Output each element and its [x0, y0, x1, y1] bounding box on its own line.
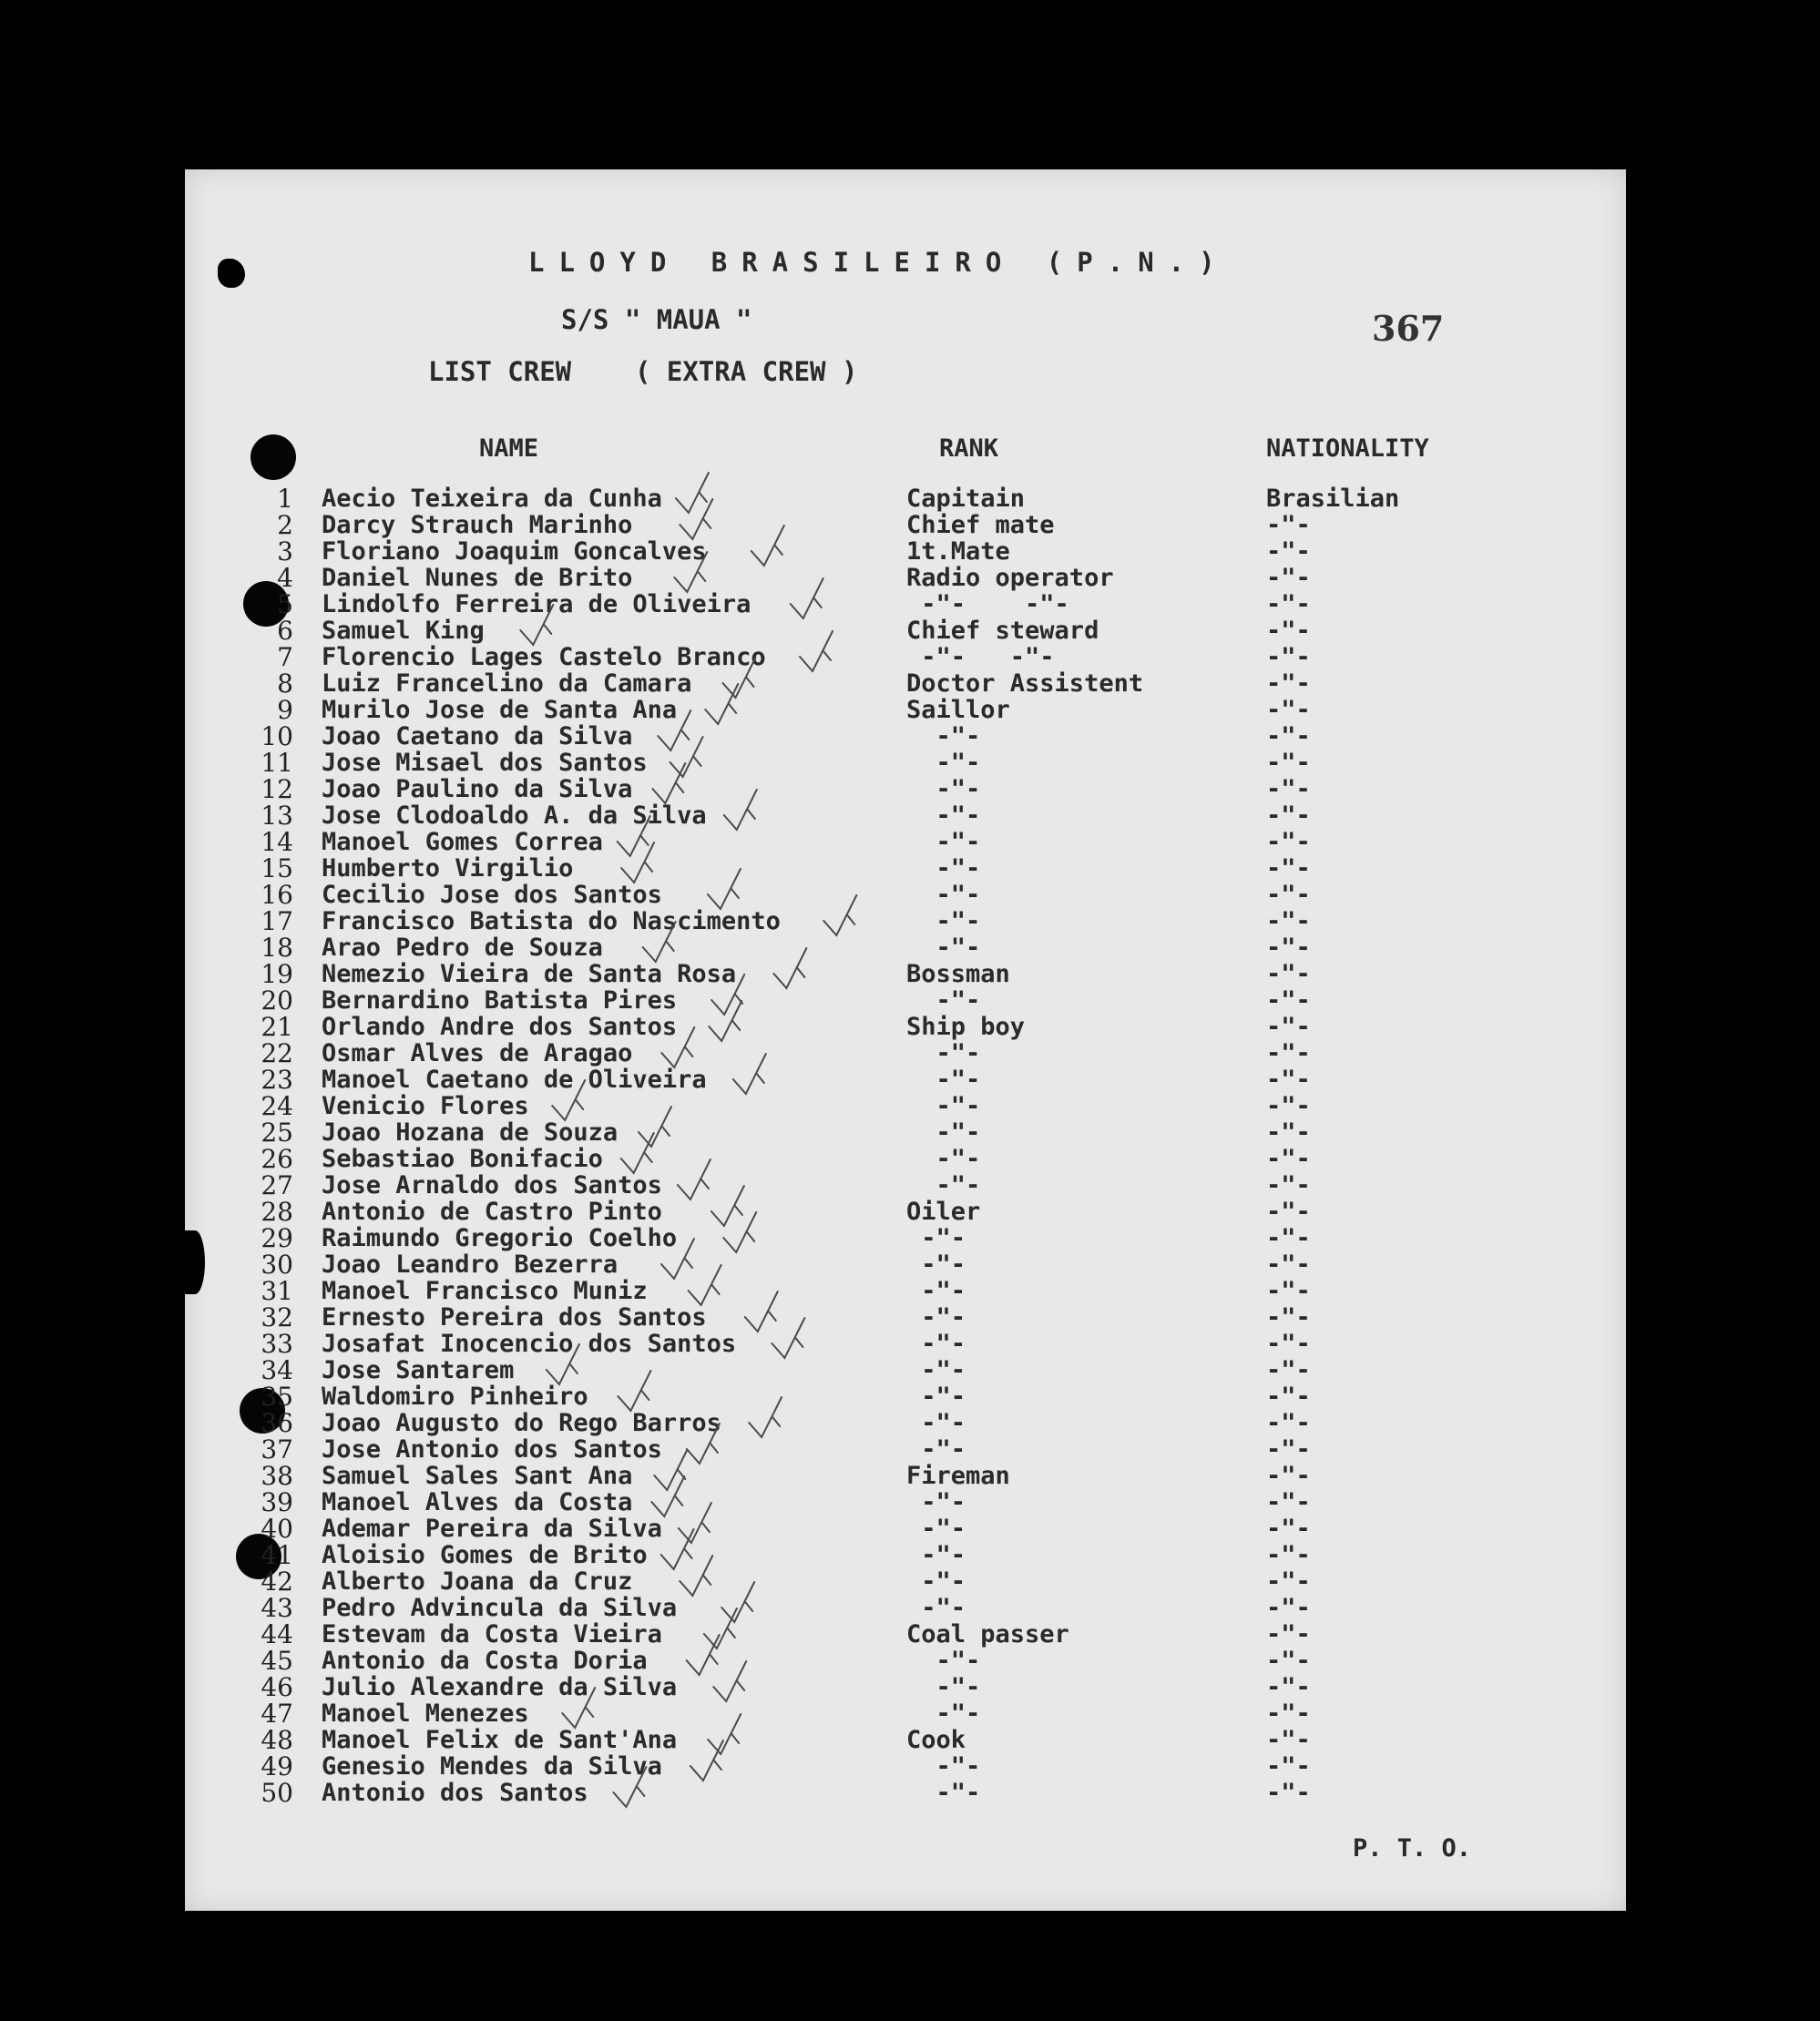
crew-rank: -"-	[906, 749, 981, 777]
crew-nationality: -"-	[1266, 881, 1311, 909]
crew-name: Floriano Joaquim Goncalves	[322, 537, 707, 566]
crew-rank: 1t.Mate	[906, 537, 1010, 566]
crew-name: Ernesto Pereira dos Santos	[322, 1303, 707, 1332]
crew-rank: Bossman	[906, 960, 1010, 988]
crew-name: Genesio Mendes da Silva	[322, 1752, 662, 1781]
crew-rank: -"- -"-	[906, 590, 1069, 618]
crew-number: 18	[261, 933, 293, 963]
ship-name: S/S " MAUA "	[561, 304, 752, 335]
crew-name: Osmar Alves de Aragao	[322, 1039, 633, 1067]
crew-row	[185, 829, 1626, 855]
page-number: 367	[1372, 308, 1445, 349]
crew-name: Josafat Inocencio dos Santos	[322, 1330, 737, 1358]
page-turn-note: P. T. O.	[1353, 1834, 1472, 1863]
crew-rank: Radio operator	[906, 564, 1114, 592]
crew-number: 30	[261, 1250, 293, 1280]
crew-number: 48	[261, 1725, 293, 1755]
crew-number: 37	[261, 1434, 293, 1465]
crew-nationality: -"-	[1266, 801, 1311, 830]
crew-number: 49	[261, 1751, 293, 1781]
crew-name: Nemezio Vieira de Santa Rosa	[322, 960, 737, 988]
crew-number: 36	[261, 1408, 293, 1438]
crew-rank: -"- -"-	[906, 643, 1055, 671]
crew-row	[185, 1595, 1626, 1621]
crew-name: Jose Clodoaldo A. da Silva	[322, 801, 707, 830]
crew-nationality: -"-	[1266, 749, 1311, 777]
crew-name: Julio Alexandre da Silva	[322, 1673, 678, 1701]
crew-nationality: -"-	[1266, 1726, 1311, 1754]
crew-name: Murilo Jose de Santa Ana	[322, 696, 678, 724]
crew-nationality: -"-	[1266, 1435, 1311, 1464]
crew-nationality: -"-	[1266, 1330, 1311, 1358]
crew-name: Manoel Gomes Correa	[322, 828, 603, 856]
crew-number: 35	[261, 1382, 293, 1412]
paper-tear	[218, 259, 245, 288]
crew-rank: -"-	[906, 986, 981, 1015]
crew-nationality: -"-	[1266, 537, 1311, 566]
crew-rank: -"-	[906, 722, 981, 750]
crew-rank: -"-	[906, 1118, 981, 1147]
crew-name: Jose Santarem	[322, 1356, 515, 1384]
crew-row	[185, 1780, 1626, 1806]
crew-nationality: -"-	[1266, 617, 1311, 645]
crew-rank: -"-	[906, 1250, 966, 1279]
crew-number: 33	[261, 1329, 293, 1359]
crew-nationality: -"-	[1266, 1488, 1311, 1516]
crew-number: 16	[261, 880, 293, 910]
crew-number: 13	[261, 801, 293, 831]
crew-rank: -"-	[906, 1409, 966, 1437]
crew-row	[185, 1463, 1626, 1489]
crew-rank: -"-	[906, 1356, 966, 1384]
crew-name: Manoel Menezes	[322, 1699, 529, 1728]
crew-nationality: -"-	[1266, 1699, 1311, 1728]
crew-nationality: -"-	[1266, 643, 1311, 671]
crew-number: 10	[261, 721, 293, 751]
crew-rank: -"-	[906, 1145, 981, 1173]
crew-nationality: -"-	[1266, 1145, 1311, 1173]
crew-nationality: -"-	[1266, 1356, 1311, 1384]
crew-nationality: -"-	[1266, 960, 1311, 988]
crew-name: Manoel Felix de Sant'Ana	[322, 1726, 678, 1754]
crew-name: Alberto Joana da Cruz	[322, 1567, 633, 1596]
crew-name: Bernardino Batista Pires	[322, 986, 678, 1015]
crew-number: 14	[261, 827, 293, 857]
crew-rank: -"-	[906, 854, 981, 883]
crew-name: Aecio Teixeira da Cunha	[322, 485, 662, 513]
crew-list	[185, 485, 1626, 1806]
crew-row	[185, 1489, 1626, 1516]
crew-rank: -"-	[906, 1567, 966, 1596]
crew-rank: Capitain	[906, 485, 1026, 513]
crew-nationality: -"-	[1266, 1383, 1311, 1411]
crew-rank: -"-	[906, 1594, 966, 1622]
crew-rank: -"-	[906, 1699, 981, 1728]
crew-row	[185, 1067, 1626, 1093]
crew-rank: -"-	[906, 1277, 966, 1305]
crew-row	[185, 908, 1626, 934]
crew-number: 20	[261, 985, 293, 1016]
crew-row	[185, 961, 1626, 987]
crew-number: 21	[261, 1012, 293, 1042]
crew-rank: -"-	[906, 1647, 981, 1675]
crew-row	[185, 882, 1626, 908]
crew-number: 41	[261, 1540, 293, 1570]
crew-nationality: -"-	[1266, 986, 1311, 1015]
crew-name: Jose Misael dos Santos	[322, 749, 648, 777]
crew-row	[185, 1383, 1626, 1410]
crew-row	[185, 591, 1626, 618]
crew-number: 45	[261, 1646, 293, 1676]
crew-rank: -"-	[906, 1515, 966, 1543]
crew-rank: -"-	[906, 1330, 966, 1358]
crew-nationality: -"-	[1266, 1779, 1311, 1807]
crew-name: Joao Leandro Bezerra	[322, 1250, 619, 1279]
crew-row	[185, 1119, 1626, 1146]
crew-name: Raimundo Gregorio Coelho	[322, 1224, 678, 1252]
crew-nationality: -"-	[1266, 1198, 1311, 1226]
crew-row	[185, 1410, 1626, 1436]
crew-name: Cecilio Jose dos Santos	[322, 881, 662, 909]
crew-name: Samuel Sales Sant Ana	[322, 1462, 633, 1490]
crew-nationality: -"-	[1266, 1647, 1311, 1675]
crew-rank: Doctor Assistent	[906, 669, 1144, 698]
crew-nationality: -"-	[1266, 669, 1311, 698]
crew-row	[185, 1014, 1626, 1040]
crew-row	[185, 485, 1626, 512]
crew-row	[185, 1516, 1626, 1542]
crew-number: 34	[261, 1355, 293, 1385]
crew-name: Manoel Francisco Muniz	[322, 1277, 648, 1305]
crew-rank: Chief steward	[906, 617, 1099, 645]
crew-rank: -"-	[906, 1224, 966, 1252]
crew-number: 11	[261, 748, 293, 778]
crew-nationality: -"-	[1266, 1277, 1311, 1305]
crew-number: 46	[261, 1672, 293, 1702]
crew-nationality: -"-	[1266, 1752, 1311, 1781]
crew-rank: -"-	[906, 801, 981, 830]
crew-name: Joao Paulino da Silva	[322, 775, 633, 803]
crew-rank: -"-	[906, 775, 981, 803]
crew-row	[185, 1568, 1626, 1595]
crew-rank: -"-	[906, 1066, 981, 1094]
crew-name: Florencio Lages Castelo Branco	[322, 643, 766, 671]
crew-number: 2	[277, 510, 293, 540]
crew-rank: -"-	[906, 934, 981, 962]
crew-number: 9	[277, 695, 293, 725]
crew-name: Darcy Strauch Marinho	[322, 511, 633, 539]
crew-name: Venicio Flores	[322, 1092, 529, 1120]
crew-row	[185, 1278, 1626, 1304]
crew-row	[185, 1648, 1626, 1674]
crew-rank: Chief mate	[906, 511, 1055, 539]
crew-name: Joao Augusto do Rego Barros	[322, 1409, 721, 1437]
crew-row	[185, 1674, 1626, 1700]
crew-number: 31	[261, 1276, 293, 1306]
crew-nationality: -"-	[1266, 511, 1311, 539]
crew-rank: -"-	[906, 1779, 981, 1807]
crew-name: Aloisio Gomes de Brito	[322, 1541, 648, 1569]
crew-nationality: -"-	[1266, 854, 1311, 883]
crew-rank: -"-	[906, 1752, 981, 1781]
crew-rank: -"-	[906, 1541, 966, 1569]
crew-name: Antonio da Costa Doria	[322, 1647, 648, 1675]
crew-rank: -"-	[906, 1171, 981, 1199]
crew-nationality: -"-	[1266, 590, 1311, 618]
crew-name: Daniel Nunes de Brito	[322, 564, 633, 592]
crew-number: 19	[261, 959, 293, 989]
crew-name: Humberto Virgilio	[322, 854, 574, 883]
crew-nationality: -"-	[1266, 1250, 1311, 1279]
crew-rank: -"-	[906, 1039, 981, 1067]
document-page	[185, 169, 1626, 1911]
crew-number: 50	[261, 1778, 293, 1808]
crew-nationality: -"-	[1266, 1620, 1311, 1648]
crew-number: 43	[261, 1593, 293, 1623]
crew-number: 40	[261, 1514, 293, 1544]
crew-name: Arao Pedro de Souza	[322, 934, 603, 962]
crew-name: Manoel Caetano de Oliveira	[322, 1066, 707, 1094]
company-name: LLOYD BRASILEIRO (P.N.)	[528, 247, 1230, 278]
crew-nationality: -"-	[1266, 1118, 1311, 1147]
crew-row	[185, 1700, 1626, 1727]
crew-nationality: -"-	[1266, 1541, 1311, 1569]
crew-number: 24	[261, 1091, 293, 1121]
crew-rank: -"-	[906, 907, 981, 935]
crew-number: 38	[261, 1461, 293, 1491]
crew-row	[185, 1172, 1626, 1199]
crew-name: Joao Hozana de Souza	[322, 1118, 619, 1147]
column-header-rank: RANK	[939, 434, 999, 463]
crew-number: 44	[261, 1619, 293, 1649]
crew-number: 12	[261, 774, 293, 804]
crew-row	[185, 670, 1626, 697]
crew-number: 17	[261, 906, 293, 936]
crew-name: Jose Arnaldo dos Santos	[322, 1171, 662, 1199]
crew-nationality: -"-	[1266, 1303, 1311, 1332]
crew-rank: -"-	[906, 881, 981, 909]
crew-row	[185, 1436, 1626, 1463]
crew-name: Antonio dos Santos	[322, 1779, 588, 1807]
crew-nationality: -"-	[1266, 1039, 1311, 1067]
crew-number: 39	[261, 1487, 293, 1517]
crew-number: 29	[261, 1223, 293, 1253]
crew-name: Waldomiro Pinheiro	[322, 1383, 588, 1411]
crew-row	[185, 1199, 1626, 1225]
crew-nationality: -"-	[1266, 907, 1311, 935]
crew-rank: Saillor	[906, 696, 1010, 724]
crew-nationality: -"-	[1266, 1013, 1311, 1041]
crew-row	[185, 934, 1626, 961]
crew-row	[185, 644, 1626, 670]
punch-hole	[251, 434, 296, 480]
crew-row	[185, 565, 1626, 591]
crew-nationality: -"-	[1266, 1066, 1311, 1094]
crew-name: Sebastiao Bonifacio	[322, 1145, 603, 1173]
crew-number: 26	[261, 1144, 293, 1174]
crew-row	[185, 1146, 1626, 1172]
column-header-nationality: NATIONALITY	[1266, 434, 1429, 463]
crew-nationality: -"-	[1266, 1224, 1311, 1252]
crew-row	[185, 697, 1626, 723]
crew-nationality: Brasilian	[1266, 485, 1400, 513]
crew-rank: -"-	[906, 1092, 981, 1120]
crew-rank: -"-	[906, 1488, 966, 1516]
crew-number: 47	[261, 1699, 293, 1729]
crew-nationality: -"-	[1266, 934, 1311, 962]
crew-number: 8	[277, 669, 293, 699]
crew-row	[185, 1727, 1626, 1753]
crew-number: 23	[261, 1065, 293, 1095]
crew-number: 27	[261, 1170, 293, 1200]
crew-row	[185, 1225, 1626, 1251]
crew-row	[185, 1542, 1626, 1568]
crew-name: Samuel King	[322, 617, 485, 645]
column-header-name: NAME	[479, 434, 539, 463]
crew-name: Jose Antonio dos Santos	[322, 1435, 662, 1464]
crew-nationality: -"-	[1266, 1673, 1311, 1701]
crew-nationality: -"-	[1266, 722, 1311, 750]
crew-number: 6	[277, 616, 293, 646]
crew-row	[185, 1251, 1626, 1278]
crew-name: Estevam da Costa Vieira	[322, 1620, 662, 1648]
crew-nationality: -"-	[1266, 1594, 1311, 1622]
crew-number: 25	[261, 1118, 293, 1148]
crew-name: Lindolfo Ferreira de Oliveira	[322, 590, 752, 618]
crew-rank: -"-	[906, 1383, 966, 1411]
crew-nationality: -"-	[1266, 1409, 1311, 1437]
crew-rank: -"-	[906, 828, 981, 856]
crew-row	[185, 1093, 1626, 1119]
crew-row	[185, 750, 1626, 776]
crew-rank: -"-	[906, 1303, 966, 1332]
crew-name: Luiz Francelino da Camara	[322, 669, 692, 698]
crew-row	[185, 802, 1626, 829]
crew-nationality: -"-	[1266, 696, 1311, 724]
crew-row	[185, 1040, 1626, 1067]
crew-nationality: -"-	[1266, 1515, 1311, 1543]
crew-number: 22	[261, 1038, 293, 1068]
crew-rank: Ship boy	[906, 1013, 1026, 1041]
crew-nationality: -"-	[1266, 564, 1311, 592]
crew-number: 15	[261, 853, 293, 883]
crew-nationality: -"-	[1266, 1462, 1311, 1490]
crew-nationality: -"-	[1266, 775, 1311, 803]
crew-number: 42	[261, 1567, 293, 1597]
crew-row	[185, 1304, 1626, 1331]
crew-rank: Coal passer	[906, 1620, 1069, 1648]
crew-number: 32	[261, 1302, 293, 1332]
crew-number: 5	[277, 589, 293, 619]
list-title: LIST CREW ( EXTRA CREW )	[428, 356, 858, 387]
crew-name: Manoel Alves da Costa	[322, 1488, 633, 1516]
crew-nationality: -"-	[1266, 1567, 1311, 1596]
crew-rank: -"-	[906, 1673, 981, 1701]
crew-row	[185, 987, 1626, 1014]
crew-rank: Oiler	[906, 1198, 981, 1226]
crew-number: 1	[277, 484, 293, 514]
crew-name: Pedro Advincula da Silva	[322, 1594, 678, 1622]
crew-row	[185, 1331, 1626, 1357]
crew-row	[185, 618, 1626, 644]
crew-rank: -"-	[906, 1435, 966, 1464]
crew-row	[185, 723, 1626, 750]
crew-nationality: -"-	[1266, 1092, 1311, 1120]
crew-name: Antonio de Castro Pinto	[322, 1198, 662, 1226]
crew-row	[185, 538, 1626, 565]
crew-row	[185, 855, 1626, 882]
crew-row	[185, 776, 1626, 802]
crew-row	[185, 512, 1626, 538]
crew-name: Francisco Batista do Nascimento	[322, 907, 781, 935]
crew-number: 7	[277, 642, 293, 672]
crew-rank: Fireman	[906, 1462, 1010, 1490]
crew-nationality: -"-	[1266, 1171, 1311, 1199]
crew-rank: Cook	[906, 1726, 966, 1754]
crew-row	[185, 1753, 1626, 1780]
crew-number: 28	[261, 1197, 293, 1227]
crew-name: Orlando Andre dos Santos	[322, 1013, 678, 1041]
crew-name: Ademar Pereira da Silva	[322, 1515, 662, 1543]
crew-number: 4	[277, 563, 293, 593]
crew-nationality: -"-	[1266, 828, 1311, 856]
crew-row	[185, 1357, 1626, 1383]
crew-name: Joao Caetano da Silva	[322, 722, 633, 750]
crew-number: 3	[277, 536, 293, 566]
crew-row	[185, 1621, 1626, 1648]
